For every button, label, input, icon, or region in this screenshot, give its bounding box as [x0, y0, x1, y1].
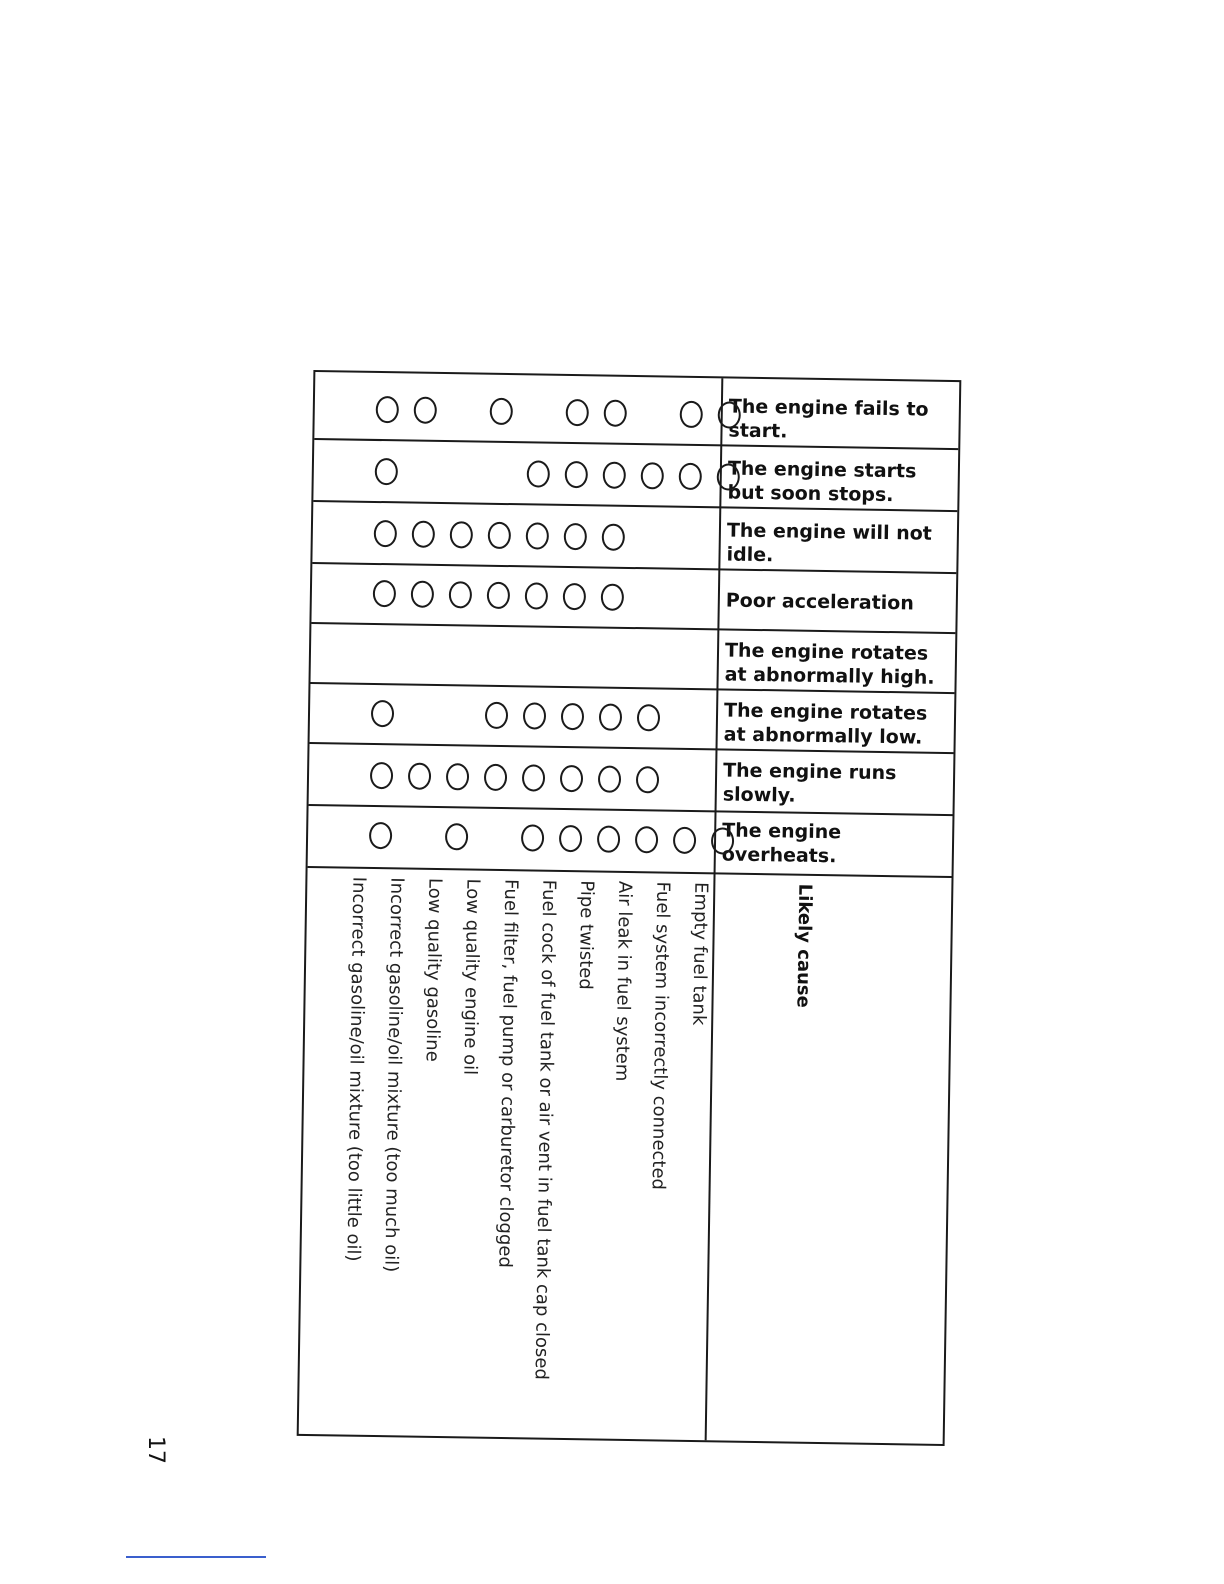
indicator-circle — [604, 400, 627, 427]
indicator-circle — [563, 583, 586, 610]
troubleshooting-table — [297, 370, 962, 1446]
indicator-circle — [369, 822, 392, 849]
indicator-circle — [679, 463, 702, 490]
indicator-circle — [445, 823, 468, 850]
symptom-will-not-idle: The engine will not idle. — [726, 519, 933, 567]
symptom-fails-to-start: The engine fails to start. — [728, 395, 929, 443]
cause-label: Incorrect gasoline/oil mixture (too little oil) — [342, 876, 370, 1262]
indicator-circle — [599, 704, 622, 731]
likely-cause-header-cell — [707, 874, 952, 1444]
symptom-runs-slowly: The engine runs slowly. — [722, 759, 897, 807]
indicator-circle — [635, 826, 658, 853]
indicator-circle — [371, 700, 394, 727]
indicator-circle — [446, 763, 469, 790]
indicator-circle — [450, 521, 473, 548]
indicator-circle — [521, 824, 544, 851]
indicator-circle — [408, 763, 431, 790]
table-border — [297, 370, 962, 1446]
cause-label: Air leak in fuel system — [611, 880, 636, 1082]
cause-label: Empty fuel tank — [688, 881, 712, 1026]
indicator-circle — [522, 764, 545, 791]
indicator-circle — [601, 584, 624, 611]
indicator-circle — [373, 580, 396, 607]
footer-link-underline — [126, 1556, 266, 1558]
symptom-overheats: The engine overheats. — [721, 819, 842, 868]
symptom-starts-soon-stops: The engine starts but soon stops. — [727, 457, 917, 507]
indicator-circle — [560, 765, 583, 792]
indicator-circle — [680, 401, 703, 428]
row-divider — [311, 622, 955, 634]
cause-label: Low quality engine oil — [459, 878, 484, 1076]
indicator-circle — [527, 460, 550, 487]
indicator-circle — [564, 523, 587, 550]
indicator-circle — [598, 765, 621, 792]
cause-label: Fuel cock of fuel tank or air vent in fuel tank cap closed — [530, 879, 560, 1381]
indicator-circle — [565, 461, 588, 488]
indicator-circle — [637, 704, 660, 731]
indicator-circle — [526, 522, 549, 549]
indicator-circle — [490, 398, 513, 425]
indicator-circle — [488, 522, 511, 549]
indicator-circle — [673, 827, 696, 854]
symptom-poor-acceleration: Poor acceleration — [725, 589, 915, 615]
indicator-circle — [411, 581, 434, 608]
indicator-circle — [412, 521, 435, 548]
cause-label: Fuel filter, fuel pump or carburetor clogged — [494, 878, 522, 1269]
indicator-circle — [525, 582, 548, 609]
indicator-circle — [484, 764, 507, 791]
indicator-circle — [559, 825, 582, 852]
indicator-circle — [641, 462, 664, 489]
indicator-circle — [561, 703, 584, 730]
indicator-circle — [414, 397, 437, 424]
indicator-circle — [485, 702, 508, 729]
indicator-circle — [603, 462, 626, 489]
indicator-grid — [315, 372, 959, 382]
indicator-circle — [523, 702, 546, 729]
indicator-circle — [636, 766, 659, 793]
cause-label: Low quality gasoline — [421, 877, 446, 1062]
likely-cause-header: Likely cause — [792, 883, 816, 1008]
page-number: 17 — [143, 1436, 168, 1464]
indicator-circle — [449, 581, 472, 608]
indicator-circle — [597, 825, 620, 852]
symptom-rotates-high: The engine rotates at abnormally high. — [724, 639, 935, 689]
cause-label: Fuel system incorrectly connected — [647, 881, 674, 1191]
indicator-circle — [566, 399, 589, 426]
indicator-circle — [376, 396, 399, 423]
cause-label: Incorrect gasoline/oil mixture (too much oil) — [380, 877, 408, 1273]
indicator-circle — [375, 458, 398, 485]
indicator-circle — [370, 762, 393, 789]
indicator-circle — [374, 520, 397, 547]
cause-label: Pipe twisted — [574, 880, 598, 990]
indicator-circle — [602, 524, 625, 551]
indicator-circle — [487, 582, 510, 609]
symptom-rotates-low: The engine rotates at abnormally low. — [723, 699, 928, 749]
